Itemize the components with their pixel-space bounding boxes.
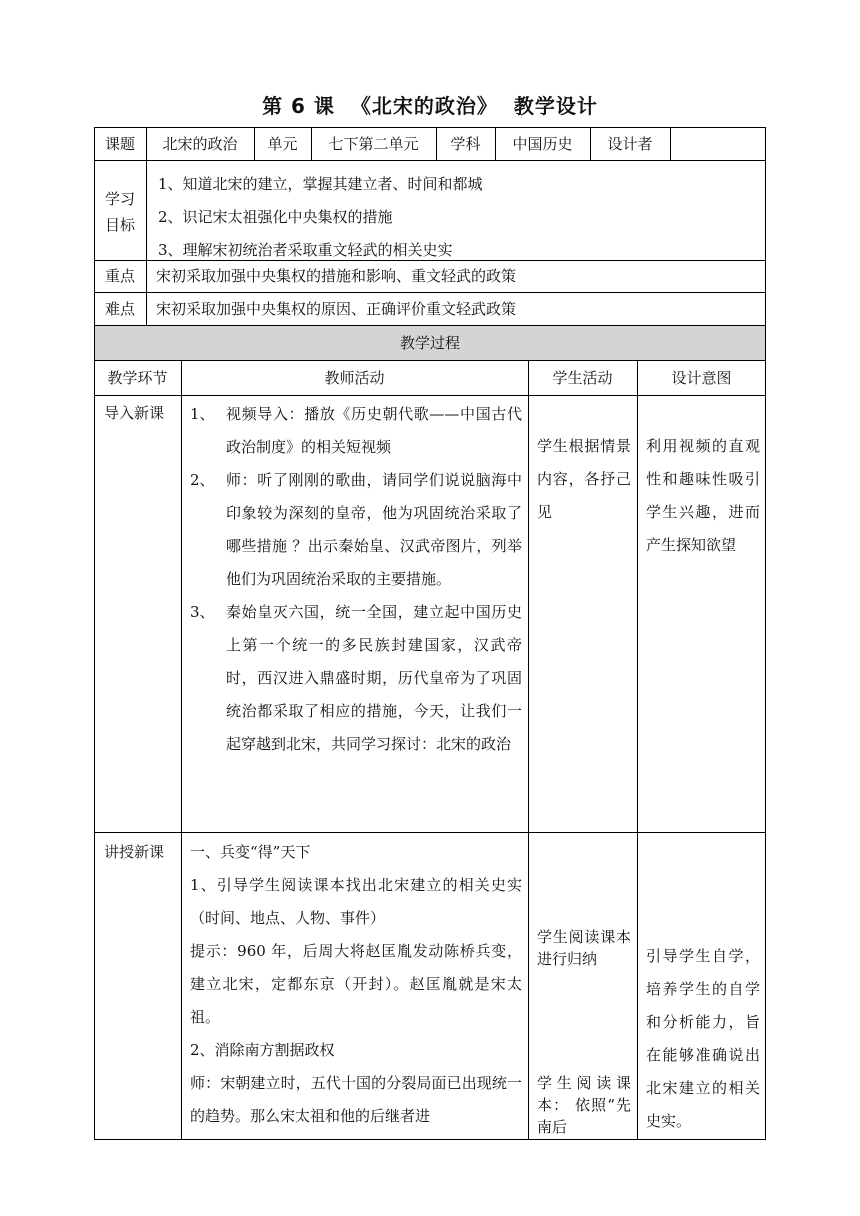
objectives-label: 学习 目标 [104, 190, 135, 234]
lecture-stage: 讲授新课 [104, 843, 165, 861]
difficulty-value: 宋初采取加强中央集权的原因、正确评价重文轻武政策 [156, 300, 517, 318]
designer-label: 设计者 [607, 135, 653, 153]
unit-label: 单元 [267, 135, 298, 153]
teacher-line: 1、引导学生阅读课本找出北宋建立的相关史实（时间、地点、人物、事件） [190, 876, 522, 927]
unit-value: 七下第二单元 [328, 135, 419, 153]
objectives-list [158, 168, 758, 267]
column-stage: 教学环节 [107, 369, 168, 387]
lecture-teacher-activities [190, 836, 522, 1133]
topic-label: 课题 [104, 135, 135, 153]
objective-item: 1、知道北宋的建立，掌握其建立者、时间和都城 [158, 175, 483, 193]
lesson-number: 第 6 课 [262, 94, 335, 118]
column-intent: 设计意图 [671, 369, 732, 387]
document-title [0, 90, 860, 119]
column-teacher: 教师活动 [324, 369, 385, 387]
teacher-item: 2、 师：听了刚刚的歌曲，请同学们说说脑海中印象较为深刻的皇帝，他为巩固统治采取了哪些措施 ？出示秦始皇、汉武帝图片，列举他们为巩固统治采取的主要措施。 [190, 471, 522, 588]
lesson-name: 《北宋的政治》 [350, 94, 498, 118]
difficulty-label: 难点 [104, 300, 135, 318]
process-header: 教学过程 [399, 334, 460, 352]
design-label: 教学设计 [513, 94, 598, 118]
teacher-line: 师：宋朝建立时，五代十国的分裂局面已出现统一的趋势。那么宋太祖和他的后继者进 [190, 1074, 522, 1125]
objective-item: 2、识记宋太祖强化中央集权的措施 [158, 208, 393, 226]
key-point-value: 宋初采取加强中央集权的措施和影响、重文轻武的政策 [156, 267, 517, 285]
column-student: 学生活动 [552, 369, 613, 387]
intro-teacher-activities [190, 398, 522, 761]
subject-value: 中国历史 [512, 135, 573, 153]
teacher-line: 2、消除南方割据政权 [190, 1041, 335, 1059]
intro-student-activity: 学生根据情景内容，各抒己见 [537, 437, 631, 521]
intro-design-intent: 利用视频的直观性和趣味性吸引学生兴趣，进而产生探知欲望 [646, 437, 760, 554]
teacher-line: 提示：960 年，后周大将赵匡胤发动陈桥兵变，建立北宋，定都东京（开封）。赵匡胤就是宋太祖。 [190, 942, 522, 1026]
key-point-label: 重点 [104, 267, 135, 285]
teacher-line: 一、兵变“得”天下 [190, 843, 311, 861]
teacher-item: 1、 视频导入：播放《历史朝代歌——中国古代政治制度》的相关短视频 [190, 405, 522, 456]
objective-item: 3、理解宋初统治者采取重文轻武的相关史实 [158, 241, 453, 259]
lecture-student-activity-2: 学生阅读课本： 依照“先南后 [537, 1074, 631, 1136]
intro-stage: 导入新课 [104, 404, 165, 422]
lecture-student-activity-1: 学生阅读课本进行归纳 [537, 928, 631, 968]
teacher-item: 3、 秦始皇灭六国，统一全国，建立起中国历史上第一个统一的多民族封建国家，汉武帝时，西汉进入鼎盛时期，历代皇帝为了巩固统治都采取了相应的措施，今天，让我们一起穿越到北宋，共同学习探讨：北宋的政治 [190, 603, 522, 753]
lecture-design-intent: 引导学生自学，培养学生的自学和分析能力，旨在能够准确说出北宋建立的相关史实。 [646, 947, 760, 1130]
topic-value: 北宋的政治 [162, 135, 238, 153]
subject-label: 学科 [450, 135, 481, 153]
